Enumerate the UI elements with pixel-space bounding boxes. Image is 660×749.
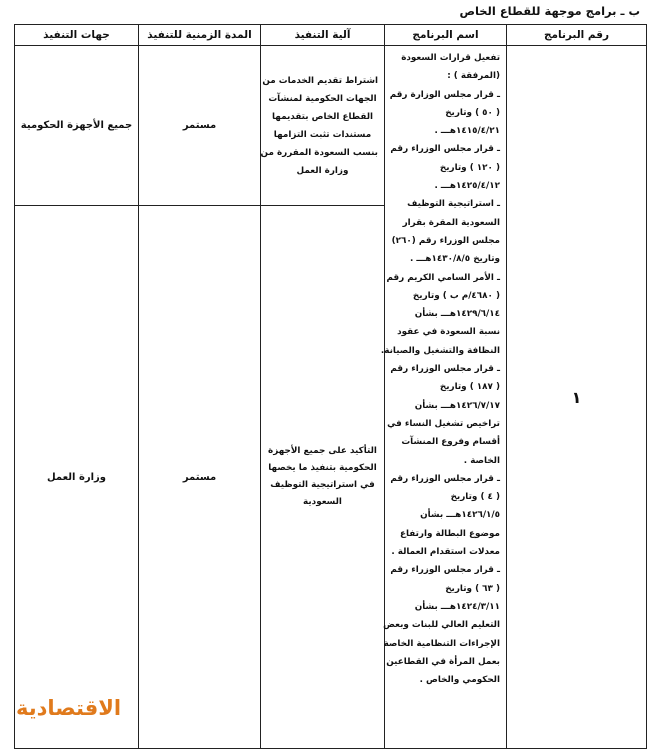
text-line: في استراتيجية التوظيف xyxy=(270,480,375,490)
text-line: ( ١٨٧ ) وتاريخ xyxy=(439,382,500,393)
text-line: ـ قرار مجلس الوزراء رقم xyxy=(390,144,500,155)
program-number: ١ xyxy=(507,46,647,749)
text-line: التعليم العالي للبنات وبعض xyxy=(383,620,500,631)
entity-cell: جميع الأجهزة الحكومية xyxy=(15,46,139,206)
col-header-duration: المدة الزمنية للتنفيذ xyxy=(139,25,261,46)
text-line: التأكيد على جميع الأجهزة xyxy=(268,446,377,456)
text-line: ـ قرار مجلس الوزراء رقم xyxy=(390,364,500,375)
text-line: ( ٤٦٨٠/م ب ) وتاريخ xyxy=(412,290,500,301)
text-line: بنسب السعودة المقررة من xyxy=(260,147,378,158)
text-line: السعودية المقرة بقرار xyxy=(402,217,500,228)
text-line: ـ استراتيجية التوظيف xyxy=(407,199,500,210)
programs-table xyxy=(14,24,647,749)
text-line: الحكومية بتنفيذ ما يخصها xyxy=(268,463,377,473)
text-line: الإجراءات التنظامية الخاصة xyxy=(383,638,500,649)
text-line: ١٤٢٤/٣/١١هـــ بشأن xyxy=(414,601,500,612)
text-line: بعمل المرأة في القطاعين xyxy=(386,656,500,667)
text-line: ـ قرار مجلس الوزراء رقم xyxy=(390,565,500,576)
text-line: ١٤١٥/٤/٢١هـــ . xyxy=(434,126,500,137)
text-line: ( ٦٣ ) وتاريخ xyxy=(445,583,500,594)
text-line: الحكومي والخاص . xyxy=(419,675,500,686)
text-line: السعودية xyxy=(303,497,342,507)
text-line: ( ١٢٠ ) وتاريخ xyxy=(439,162,500,173)
program-name-cell xyxy=(380,46,507,749)
program-name-lines xyxy=(380,49,500,689)
text-line: ١٤٢٩/٦/١٤هـــ بشأن xyxy=(414,309,500,320)
text-line: موضوع البطالة وارتفاع xyxy=(399,528,500,539)
text-line: ( ٤ ) وتاريخ xyxy=(450,492,500,503)
text-line: ( ٥٠ ) وتاريخ xyxy=(445,107,500,118)
text-line: معدلات استقدام العمالة . xyxy=(391,547,500,558)
col-header-entity: جهات التنفيذ xyxy=(15,25,139,46)
text-line: الجهات الحكومية لمنشآت xyxy=(268,93,377,104)
text-line: (المرفقة ) : xyxy=(447,71,500,82)
mechanism-cell xyxy=(261,46,385,206)
text-line: تراخيص تشغيل النساء في xyxy=(387,418,500,429)
text-line: تفعيل قرارات السعودة xyxy=(401,53,500,63)
mechanism-lines xyxy=(267,443,378,511)
text-line: اشتراط تقديم الخدمات من xyxy=(262,75,378,86)
mechanism-lines xyxy=(260,72,378,180)
duration-cell: مستمر xyxy=(139,46,261,206)
text-line: الخاصة . xyxy=(463,455,500,466)
col-header-number: رقم البرنامج xyxy=(507,25,647,46)
text-line: نسبة السعودة في عقود xyxy=(397,327,500,338)
duration-cell: مستمر xyxy=(139,206,261,749)
text-line: وزارة العمل xyxy=(296,165,349,176)
table-header-row xyxy=(15,25,647,46)
publisher-logo: الاقتصادية xyxy=(16,696,122,720)
col-header-name: اسم البرنامج xyxy=(385,25,507,46)
mechanism-cell xyxy=(261,206,385,749)
text-line: ١٤٢٥/٤/١٢هـــ . xyxy=(434,181,500,192)
text-line: ـ الأمر السامي الكريم رقم xyxy=(386,272,500,283)
text-line: أقسام وفروع المنشآت xyxy=(401,437,500,448)
text-line: وتاريخ ١٤٣٠/٨/٥هـــ . xyxy=(409,254,500,265)
text-line: القطاع الخاص بتقديمها xyxy=(271,111,374,122)
text-line: ١٤٢٦/٧/١٧هـــ بشأن xyxy=(414,400,500,411)
text-line: النظافة والتشغيل والصيانة. xyxy=(380,345,500,356)
table-row xyxy=(15,46,647,206)
text-line: مجلس الوزراء رقم (٢٦٠) xyxy=(391,235,500,246)
text-line: ـ قرار مجلس الوزارة رقم xyxy=(389,89,500,100)
text-line: ١٤٢٦/١/٥هـــ بشأن xyxy=(420,510,500,521)
entity-cell: وزارة العمل xyxy=(15,206,139,749)
section-heading: ب ـ برامج موجهة للقطاع الخاص xyxy=(459,4,640,18)
text-line: مستندات تثبت التزامها xyxy=(273,129,372,140)
col-header-mechanism: آلية التنفيذ xyxy=(261,25,385,46)
text-line: ـ قرار مجلس الوزراء رقم xyxy=(390,473,500,484)
